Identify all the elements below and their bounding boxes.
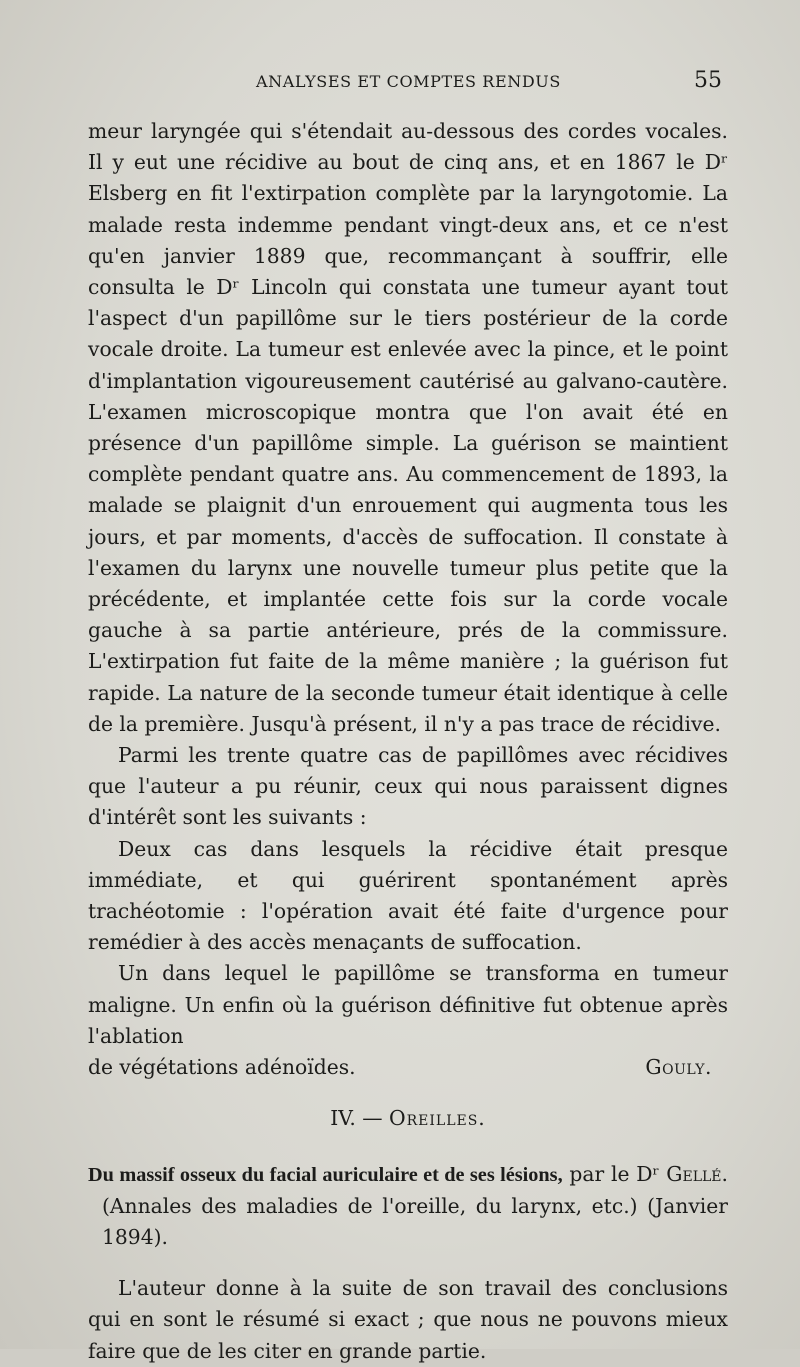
section-title: Oreilles.: [388, 1106, 486, 1131]
article-citation: (Annales des maladies de l'oreille, du larynx, etc.) (Janvier 1894).: [102, 1193, 728, 1249]
body-text: [88, 116, 728, 1367]
section-heading: [88, 1103, 728, 1134]
article-title-bold: Du massif osseux du facial auriculaire et de ses lésions,: [88, 1163, 563, 1186]
reviewer-signature: Gouly.: [645, 1055, 712, 1080]
article-author: Gellé.: [666, 1161, 728, 1186]
paragraph-adenoid-ending: de végétations adénoïdes.: [88, 1055, 356, 1080]
page-header: [88, 66, 728, 100]
page-number: 55: [694, 68, 722, 93]
running-head: ANALYSES ET COMPTES RENDUS: [256, 72, 561, 91]
paragraph-conclusions-intro: L'auteur donne à la suite de son travail des conclusions qui en sont le résumé si exact ; que nous ne pouvons mieux faire que de les citer en grande partie.: [88, 1276, 728, 1363]
paragraph-malignant-case: Un dans lequel le papillôme se transforma en tumeur maligne. Un enfin où la guérison définitive fut obtenue après l'ablation: [88, 961, 728, 1048]
paragraph-two-cases: Deux cas dans lesquels la récidive était presque immédiate, et qui guérirent spontanément après trachéotomie : l'opération avait été faite d'urgence pour remédier à des accès menaçants de suffocation.: [88, 836, 728, 955]
spacer: [88, 1253, 728, 1273]
paragraph-laryngeal-case: meur laryngée qui s'étendait au-dessous des cordes vocales. Il y eut une récidive au bout de cinq ans, et en 1867 le Dʳ Elsberg en fit l'extirpation complète par la laryngotomie. La malade resta indemme pendant vingt-deux ans, et ce n'est qu'en janvier 1889 que, recommançant à souffrir, elle consulta le Dʳ Lincoln qui constata une tumeur ayant tout l'aspect d'un papillôme sur le tiers postérieur de la corde vocale droite. La tumeur est enlevée avec la pince, et le point d'implantation vigoureusement cautérisé au galvano-cautère. L'examen microscopique montra que l'on avait été en présence d'un papillôme simple. La guérison se maintient complète pendant quatre ans. Au commencement de 1893, la malade se plaignit d'un enrouement qui augmenta tous les jours, et par moments, d'accès de suffocation. Il constate à l'examen du larynx une nouvelle tumeur plus petite que la précédente, et implantée cette fois sur la corde vocale gauche à sa partie antérieure, prés de la commissure. L'extirpation fut faite de la même manière ; la guérison fut rapide. La nature de la seconde tumeur était identique à celle de la première. Jusqu'à présent, il n'y a pas trace de récidive.: [88, 119, 728, 736]
signoff-line: [88, 1052, 728, 1083]
article-byline: par le Dʳ: [562, 1161, 667, 1186]
article-title: [88, 1159, 728, 1254]
paragraph-recurrences-intro: Parmi les trente quatre cas de papillômes avec récidives que l'auteur a pu réunir, ceux qui nous paraissent dignes d'intérêt sont les suivants :: [88, 743, 728, 830]
section-numeral: IV. —: [330, 1106, 383, 1131]
